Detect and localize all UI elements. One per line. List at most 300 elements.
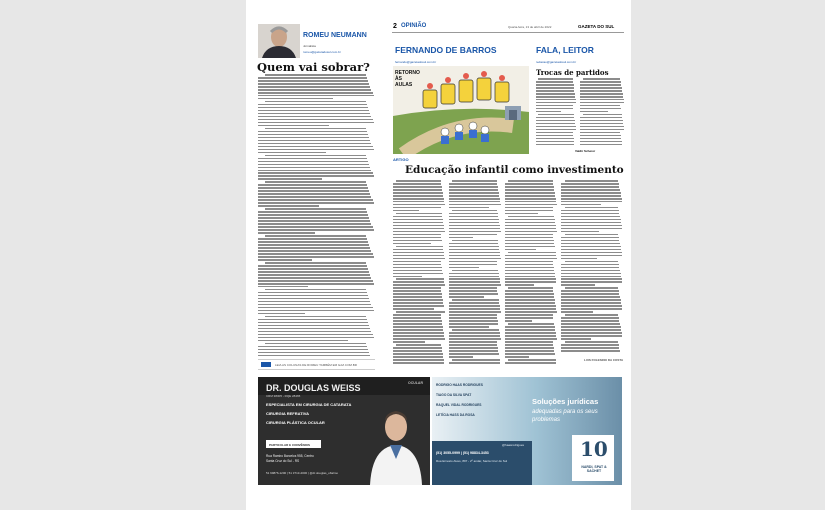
ad-ophthalmologist[interactable]: [258, 377, 430, 485]
text-line: [258, 325, 369, 327]
text-line: [393, 264, 441, 266]
text-line: [393, 317, 441, 319]
text-line: [258, 295, 368, 297]
text-line: [393, 273, 443, 275]
text-line: [258, 196, 371, 198]
text-line: [561, 240, 619, 242]
text-line: [449, 255, 500, 257]
text-line: [505, 350, 554, 352]
article-column-2: [449, 180, 501, 368]
text-line: [561, 222, 621, 224]
author-role: Jornalista: [303, 44, 316, 48]
text-line: [580, 111, 608, 113]
text-line: [258, 170, 371, 172]
text-line: [505, 356, 529, 358]
text-line: [561, 290, 619, 292]
text-line: [265, 343, 366, 345]
text-line: [561, 213, 619, 215]
text-line: [536, 87, 574, 89]
text-line: [396, 180, 441, 182]
text-line: [393, 183, 441, 185]
text-line: [258, 322, 368, 324]
text-line: [258, 187, 368, 189]
text-line: [258, 80, 368, 82]
text-line: [258, 304, 371, 306]
text-line: [393, 234, 441, 236]
text-line: [393, 252, 444, 254]
text-line: [449, 335, 500, 337]
text-line: [449, 353, 499, 355]
ad-insurance-text: PARTICULAR E CONVÊNIOS: [269, 442, 310, 447]
text-line: [449, 261, 497, 263]
text-line: [508, 323, 554, 325]
text-line: [258, 149, 374, 151]
site-icon: [261, 362, 271, 367]
text-line: [583, 114, 622, 116]
text-line: [393, 347, 442, 349]
text-line: [258, 143, 371, 145]
text-line: [258, 307, 373, 309]
text-line: [536, 123, 575, 125]
text-line: [258, 167, 370, 169]
text-line: [505, 243, 554, 245]
text-line: [505, 255, 556, 257]
text-line: [580, 129, 624, 131]
text-line: [536, 99, 576, 101]
article-column-3: [505, 180, 557, 368]
text-line: [258, 217, 369, 219]
page-number: 2: [393, 23, 397, 30]
text-line: [505, 284, 534, 286]
text-line: [393, 255, 444, 257]
text-line: [258, 184, 367, 186]
text-line: [393, 231, 445, 233]
text-line: [265, 316, 366, 318]
text-line: [258, 83, 369, 85]
text-line: [449, 204, 501, 206]
text-line: [393, 222, 443, 224]
text-line: [505, 299, 555, 301]
text-line: [505, 249, 536, 251]
text-line: [561, 302, 621, 304]
text-line: [258, 158, 367, 160]
text-line: [396, 311, 445, 313]
text-line: [449, 362, 500, 364]
ad-insurance-box: [266, 440, 321, 448]
text-line: [449, 219, 499, 221]
text-line: [258, 119, 373, 121]
author-email: romeu@gazetadosul.com.br: [303, 50, 341, 54]
text-line: [258, 355, 370, 357]
text-line: [449, 216, 498, 218]
text-line: [265, 101, 366, 103]
text-line: [449, 287, 497, 289]
text-line: [258, 292, 367, 294]
text-line: [393, 216, 442, 218]
text-line: [258, 280, 373, 282]
lawyer-2: TIAGO DA SILVA SPAT: [436, 393, 472, 397]
text-line: [580, 108, 621, 110]
text-line: [561, 332, 622, 334]
text-line: [449, 195, 499, 197]
text-line: [536, 102, 576, 104]
text-line: [393, 219, 443, 221]
text-line: [393, 356, 443, 358]
text-line: [258, 298, 369, 300]
text-line: [258, 122, 374, 124]
text-line: [393, 225, 444, 227]
text-line: [449, 228, 500, 230]
text-line: [393, 314, 441, 316]
text-line: [561, 225, 622, 227]
text-line: [565, 287, 618, 289]
text-line: [265, 289, 366, 291]
text-line: [265, 128, 366, 130]
text-line: [449, 258, 501, 260]
text-line: [565, 234, 618, 236]
text-line: [505, 189, 554, 191]
text-line: [505, 276, 555, 278]
text-line: [505, 228, 556, 230]
doctor-photo: [366, 397, 426, 485]
text-line: [258, 256, 374, 258]
ad-law-address: Rua Ernesto Alves, 897 - 2º andar, Santa Cruz do Sul: [436, 459, 508, 463]
text-line: [258, 277, 371, 279]
text-line: [258, 340, 348, 342]
text-line: [505, 353, 555, 355]
text-line: [393, 341, 425, 343]
text-line: [258, 110, 369, 112]
text-line: [396, 278, 444, 280]
letter-body-text-left: [536, 78, 576, 148]
text-line: [258, 244, 369, 246]
text-line: [393, 296, 442, 298]
text-line: [449, 225, 500, 227]
text-line: [505, 234, 553, 236]
text-line: [580, 132, 620, 134]
text-line: [393, 207, 441, 209]
text-line: [505, 186, 554, 188]
text-line: [393, 237, 441, 239]
text-line: [505, 338, 557, 340]
text-line: [508, 252, 556, 254]
ad-subheadline: adequadas para os seus problemas: [532, 409, 598, 423]
text-line: [536, 144, 574, 146]
text-line: [536, 84, 574, 86]
text-line: [565, 180, 618, 182]
text-line: [505, 314, 553, 316]
text-line: [258, 232, 315, 234]
ad-phones: (51) 3055-0999 | (51) 98834-3453: [436, 451, 489, 455]
text-line: [449, 305, 500, 307]
text-line: [393, 192, 443, 194]
text-line: [258, 125, 329, 127]
text-line: [393, 299, 443, 301]
text-line: [258, 253, 373, 255]
text-line: [393, 284, 445, 286]
text-line: [449, 234, 497, 236]
text-line: [449, 326, 489, 328]
text-line: [505, 198, 556, 200]
text-line: [393, 276, 422, 278]
letters-section-title: FALA, LEITOR: [536, 45, 594, 55]
text-line: [393, 270, 442, 272]
text-line: [505, 231, 557, 233]
text-line: [538, 78, 572, 80]
text-line: [561, 231, 599, 233]
text-line: [505, 267, 554, 269]
text-line: [561, 326, 621, 328]
text-line: [536, 108, 573, 110]
text-line: [393, 189, 442, 191]
text-line: [449, 276, 499, 278]
text-line: [449, 290, 497, 292]
text-line: [393, 290, 441, 292]
text-line: [449, 356, 473, 358]
text-line: [505, 305, 556, 307]
text-line: [561, 335, 622, 337]
text-line: [580, 138, 621, 140]
text-line: [508, 180, 553, 182]
text-line: [449, 302, 499, 304]
text-line: [561, 267, 619, 269]
text-line: [505, 201, 556, 203]
text-line: [561, 344, 619, 346]
ad-contact-panel: [432, 441, 532, 485]
text-line: [258, 259, 312, 261]
text-line: [505, 246, 555, 248]
text-line: [536, 141, 574, 143]
article-column-4: [561, 180, 623, 356]
column-title: Quem vai sobrar?: [257, 60, 370, 74]
ad-lawyers-list: [436, 383, 496, 417]
text-line: [396, 344, 441, 346]
text-line: [393, 281, 444, 283]
text-line: [536, 96, 575, 98]
text-line: [393, 320, 442, 322]
newspaper-brand: GAZETA DO SUL: [578, 24, 615, 29]
text-line: [258, 104, 367, 106]
text-line: [452, 329, 499, 331]
ad-law-firm[interactable]: [432, 377, 622, 485]
text-line: [393, 308, 434, 310]
text-line: [505, 347, 554, 349]
text-line: [536, 117, 574, 119]
text-line: [580, 126, 624, 128]
text-line: [561, 320, 619, 322]
article-byline: LUIS FOLESINO DA COSTA: [584, 358, 624, 362]
text-line: [561, 210, 619, 212]
text-line: [536, 105, 573, 107]
text-line: [580, 90, 622, 92]
text-line: [393, 195, 443, 197]
text-line: [561, 296, 620, 298]
text-line: [505, 320, 532, 322]
text-line: [449, 222, 499, 224]
text-line: [258, 265, 367, 267]
logo-text: NARDI, SPAT & SACHET: [581, 465, 607, 473]
text-line: [393, 305, 444, 307]
text-line: [449, 338, 501, 340]
text-line: [258, 337, 374, 339]
text-line: [505, 195, 555, 197]
text-line: [258, 95, 374, 97]
text-line: [258, 107, 368, 109]
text-line: [580, 117, 622, 119]
text-line: [561, 201, 622, 203]
cartoon: [393, 66, 529, 154]
text-line: [393, 326, 443, 328]
text-line: [258, 175, 374, 177]
section-name: OPINIÃO: [401, 23, 427, 29]
text-line: [505, 332, 556, 334]
text-line: [449, 237, 473, 239]
text-line: [580, 96, 623, 98]
text-line: [265, 181, 366, 183]
text-line: [393, 287, 441, 289]
text-line: [536, 90, 574, 92]
text-line: [505, 237, 553, 239]
text-line: [449, 296, 484, 298]
text-line: [561, 186, 619, 188]
letter-body-text: [580, 78, 624, 148]
column-footer: [258, 359, 375, 370]
text-line: [561, 273, 621, 275]
text-line: [561, 249, 621, 251]
text-line: [580, 123, 623, 125]
text-line: [561, 216, 620, 218]
author-photo: [258, 24, 300, 58]
text-line: [561, 350, 620, 352]
text-line: [505, 341, 553, 343]
text-line: [580, 99, 624, 101]
text-line: [258, 190, 369, 192]
text-line: [561, 278, 622, 280]
text-line: [505, 273, 555, 275]
ad-city: Santa Cruz do Sul - RS: [266, 459, 300, 463]
text-line: [561, 293, 619, 295]
text-line: [258, 77, 367, 79]
text-line: [449, 264, 497, 266]
text-line: [505, 264, 553, 266]
text-line: [536, 132, 573, 134]
text-line: [580, 102, 624, 104]
text-line: [561, 183, 619, 185]
text-line: [452, 240, 498, 242]
text-line: [580, 144, 622, 146]
text-line: [565, 207, 618, 209]
text-line: [393, 332, 444, 334]
text-line: [505, 344, 553, 346]
text-line: [393, 329, 443, 331]
text-line: [393, 323, 442, 325]
column-author: ROMEU NEUMANN: [303, 32, 367, 39]
text-line: [449, 350, 498, 352]
text-line: [258, 134, 368, 136]
text-line: [505, 308, 556, 310]
text-line: [505, 317, 553, 319]
text-line: [258, 238, 367, 240]
text-line: [258, 274, 370, 276]
text-line: [505, 335, 556, 337]
article-title: Educação infantil como investimento: [405, 164, 624, 176]
text-line: [258, 161, 368, 163]
ad-services: [266, 402, 361, 425]
text-line: [505, 192, 555, 194]
ad-law-site: @haasrodrigues: [502, 443, 525, 447]
ad-headline: Soluções jurídicas: [532, 397, 599, 406]
text-line: [258, 137, 369, 139]
text-line: [393, 198, 444, 200]
text-line: [505, 225, 556, 227]
letter-signature: Valdir Scherer: [575, 149, 596, 153]
text-line: [561, 252, 622, 254]
text-line: [449, 267, 479, 269]
text-line: [258, 152, 326, 154]
text-line: [505, 290, 553, 292]
text-line: [508, 216, 554, 218]
text-line: [258, 313, 305, 315]
text-line: [561, 246, 621, 248]
text-line: [505, 183, 553, 185]
text-line: [258, 331, 371, 333]
text-line: [258, 178, 322, 180]
text-line: [505, 258, 557, 260]
text-line: [258, 113, 370, 115]
ad-service-2: CIRURGIA REFRATIVA: [266, 411, 310, 416]
text-line: [565, 314, 618, 316]
text-line: [580, 141, 622, 143]
text-line: [258, 86, 370, 88]
ad-service-3: CIRURGIA PLÁSTICA OCULAR: [266, 420, 325, 425]
text-line: [449, 273, 499, 275]
text-line: [452, 210, 497, 212]
text-line: [449, 183, 497, 185]
text-line: [536, 93, 575, 95]
text-line: [265, 208, 366, 210]
text-line: [561, 317, 619, 319]
text-line: [508, 287, 553, 289]
lawyer-3: RAQUEL VIDAL RODRIGUES: [436, 403, 482, 407]
text-line: [505, 210, 553, 212]
text-line: [393, 261, 441, 263]
letter-title: Trocas de partidos: [536, 68, 609, 77]
ad-doctor-name: DR. DOUGLAS WEISS: [266, 383, 361, 393]
text-line: [449, 231, 501, 233]
text-line: [393, 243, 431, 245]
text-line: [449, 201, 500, 203]
column-body-text: [258, 74, 375, 359]
text-line: [393, 186, 442, 188]
text-line: [265, 262, 366, 264]
text-line: [265, 74, 366, 76]
text-line: [561, 198, 622, 200]
text-line: [452, 270, 498, 272]
text-line: [265, 155, 366, 157]
text-line: [561, 299, 621, 301]
text-line: [258, 319, 367, 321]
text-line: [258, 286, 308, 288]
text-line: [449, 213, 498, 215]
text-line: [258, 211, 367, 213]
text-line: [505, 302, 555, 304]
text-line: [536, 120, 575, 122]
text-line: [449, 249, 499, 251]
edition-date: Quarta-feira, 13 de abril de 2022: [508, 25, 552, 29]
cartoonist-email: fernando@gazetadosul.com.br: [395, 60, 437, 64]
text-line: [258, 271, 369, 273]
text-line: [393, 204, 445, 206]
